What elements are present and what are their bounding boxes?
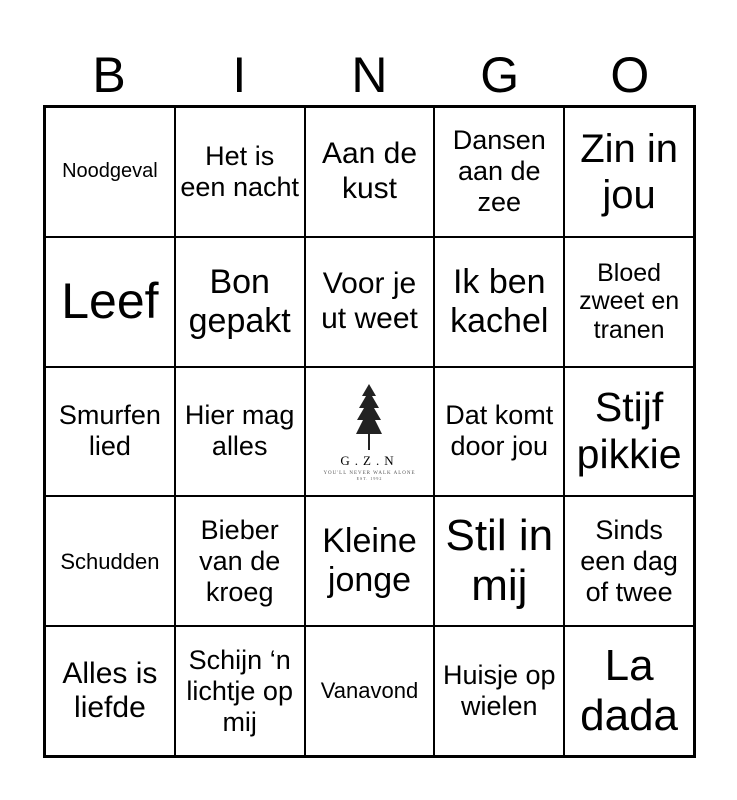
bingo-cell[interactable]	[434, 107, 564, 237]
cell-text: Voor je ut weet	[321, 267, 418, 335]
logo-tagline: YOU'LL NEVER WALK ALONE	[323, 470, 416, 476]
header-letter-n: N	[351, 47, 388, 103]
bingo-cell[interactable]	[305, 626, 435, 756]
bingo-cell[interactable]	[45, 367, 175, 497]
bingo-cell[interactable]	[175, 626, 305, 756]
cell-text: Hier mag alles	[184, 400, 295, 462]
header-letter-g: G	[480, 47, 520, 103]
cell-text: Leef	[61, 272, 159, 329]
header-letter-o: O	[610, 47, 650, 103]
cell-text: Alles is liefde	[62, 656, 158, 725]
bingo-cell[interactable]	[564, 626, 694, 756]
gzn-logo	[323, 382, 415, 481]
bingo-board	[43, 105, 696, 758]
cell-text: Stil in mij	[445, 510, 554, 611]
bingo-cell[interactable]	[175, 496, 305, 626]
bingo-cell[interactable]	[175, 367, 305, 497]
cell-text: Dansen aan de zee	[452, 125, 546, 218]
cell-text: Aan de kust	[321, 137, 418, 205]
cell-text: Schijn ‘n lichtje op mij	[186, 644, 293, 737]
bingo-header	[44, 44, 695, 106]
cell-text: Stijf pikkie	[576, 384, 682, 478]
bingo-cell[interactable]	[45, 237, 175, 367]
bingo-cell[interactable]	[434, 367, 564, 497]
bingo-cell[interactable]	[564, 237, 694, 367]
cell-text: La dada	[580, 640, 679, 741]
bingo-cell[interactable]	[45, 626, 175, 756]
logo-text: G.Z.N	[340, 452, 399, 468]
bingo-cell[interactable]	[45, 107, 175, 237]
cell-text: Huisje op wielen	[443, 660, 556, 722]
cell-text: Bloed zweet en tranen	[579, 258, 680, 345]
bingo-cell[interactable]	[564, 107, 694, 237]
free-space-cell[interactable]	[305, 367, 435, 497]
header-letter-i: I	[232, 47, 247, 103]
header-letter-b: B	[92, 47, 126, 103]
bingo-cell[interactable]	[175, 107, 305, 237]
pine-tree-icon	[354, 382, 384, 452]
bingo-cell[interactable]	[434, 626, 564, 756]
bingo-cell[interactable]	[564, 496, 694, 626]
cell-text: Vanavond	[320, 678, 419, 704]
cell-text: Dat komt door jou	[445, 400, 554, 462]
cell-text: Zin in jou	[580, 126, 678, 217]
bingo-cell[interactable]	[305, 496, 435, 626]
cell-text: Sinds een dag of twee	[580, 514, 678, 607]
cell-text: Bieber van de kroeg	[199, 514, 281, 607]
cell-text: Ik ben kachel	[450, 262, 549, 340]
cell-text: Noodgeval	[62, 160, 158, 183]
bingo-cell[interactable]	[434, 496, 564, 626]
cell-text: Kleine jonge	[322, 522, 417, 600]
cell-text: Het is een nacht	[180, 140, 299, 202]
cell-text: Smurfen lied	[58, 400, 161, 462]
bingo-cell[interactable]	[434, 237, 564, 367]
bingo-cell[interactable]	[564, 367, 694, 497]
cell-text: Bon gepakt	[188, 262, 291, 340]
bingo-cell[interactable]	[305, 107, 435, 237]
logo-est: EST. 1992	[356, 475, 383, 481]
bingo-cell[interactable]	[305, 237, 435, 367]
bingo-cell[interactable]	[45, 496, 175, 626]
cell-text: Schudden	[60, 548, 160, 574]
bingo-cell[interactable]	[175, 237, 305, 367]
